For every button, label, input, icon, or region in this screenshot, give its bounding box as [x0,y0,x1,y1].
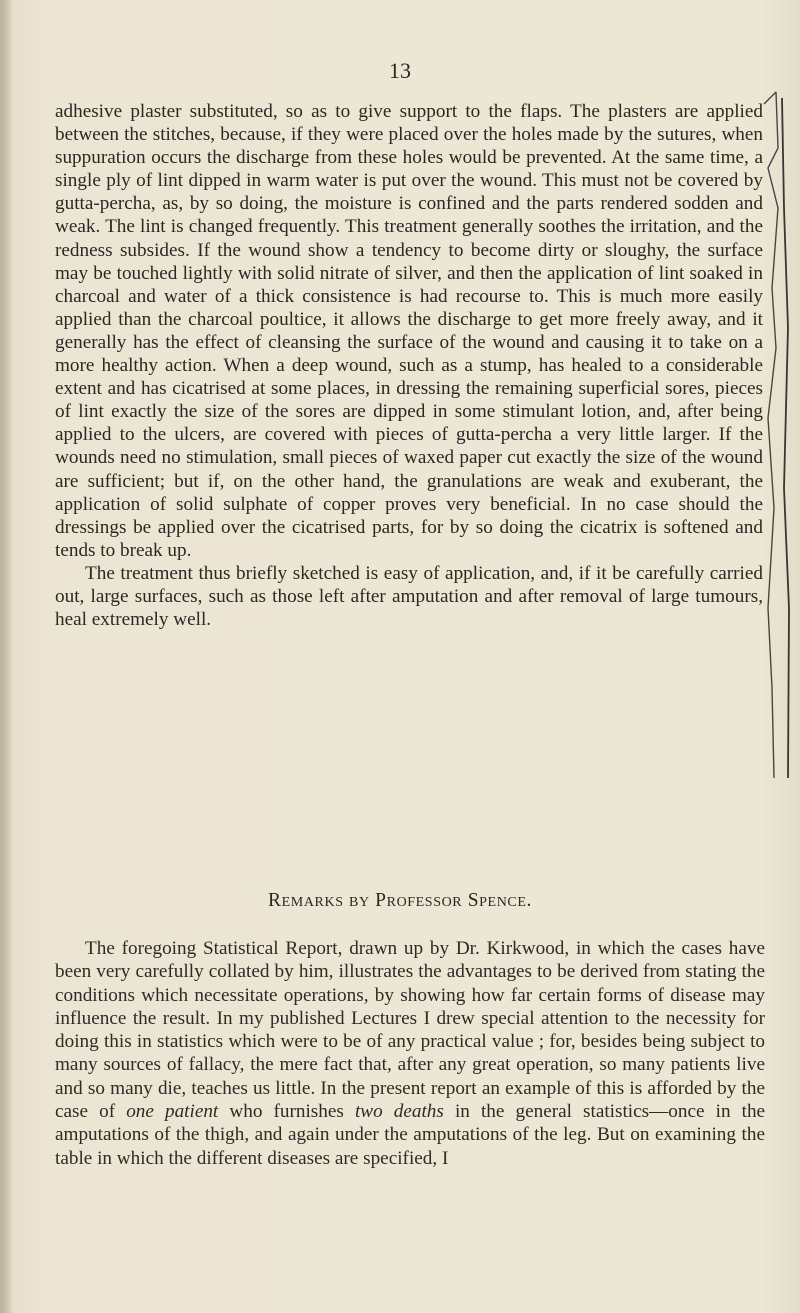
page-number: 13 [389,58,411,83]
margin-pencil-bracket [762,88,792,788]
page-gutter-shadow [0,0,12,1313]
paragraph-remarks [55,937,765,1170]
remarks-text-block [55,937,765,1170]
emphasis-two-deaths: two deaths [354,1101,444,1123]
paragraph-treatment: adhesive plaster substituted, so as to give support to the flaps. The plasters are applied between the stitches, because, if they were placed over the holes made by the sutures, when suppuration occurs the discharge from these holes would be prevented. At the same time, a single ply of lint dipped in warm water is put over the wound. This must not be covered by gutta-percha, as, by so doing, the moisture is confined and the parts rendered sodden and weak. The lint is changed frequently. This treatment generally soothes the irritation, and the redness subsides. If the wound show a tendency to become dirty or sloughy, the surface may be touched lightly with solid nitrate of silver, and then the application of lint soaked in charcoal and water of a thick consistence is had recourse to. This is much more easily applied than the charcoal poultice, it allows the discharge to get more freely away, and it generally has the effect of cleansing the surface of the wound and causing it to take on a more healthy action. When a deep wound, such as a stump, has healed to a considerable extent and has cicatrised at some places, in dressing the remaining superficial sores, pieces of lint exactly the size of the sores are dipped in some stimulant lotion, and, after being applied to the ulcers, are covered with pieces of gutta-percha a very little larger. If the wounds need no stimulation, small pieces of waxed paper cut exactly the size of the wound are sufficient; but if, on the other hand, the granulations are weak and exuberant, the application of solid sulphate of copper proves very beneficial. In no case should the dressings be applied over the cicatrised parts, for by so doing the cicatrix is softened and tends to break up. [55,101,763,561]
paragraph-summary: The treatment thus briefly sketched is easy of application, and, if it be carefully carried out, large surfaces, such as those left after amputation and after removal of large tumours, heal extremely well. [55,562,763,631]
remarks-text-part-1: The foregoing Statistical Report, drawn up by Dr. Kirkwood, in which the cases have been very carefully collated by him, illustrates the advantages to be derived from stating the conditions which necessitate operations, by showing how far certain forms of disease may influence the result. In my published Lectures I drew special attention to the necessity for doing this in statistics which were to be of any practical value ; for, besides being subject to many sources of fallacy, the mere fact that, after any great operation, so many patients live and so many die, teaches us little. In the present report an example of this is afforded by the case of [55,938,765,1123]
remarks-text-part-3: in the general statistics—once in the amputations of the thigh, and again under the amputations of the leg. But on examining the table in which the different diseases are specified, I [55,1101,766,1169]
emphasis-one-patient: one patient [126,1101,219,1123]
remarks-text-part-2: who furnishes [229,1101,344,1123]
section-heading: Remarks by Professor Spence. [268,890,532,911]
main-text-block [55,100,763,631]
